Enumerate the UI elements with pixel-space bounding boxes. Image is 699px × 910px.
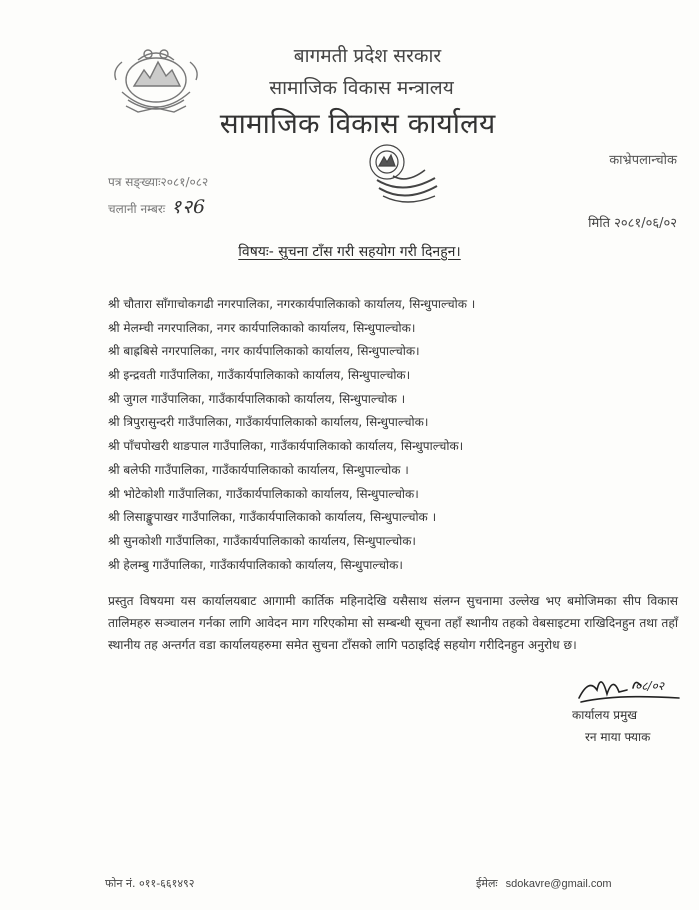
- letter-subject-text: विषयः- सुचना टाँस गरी सहयोग गरी दिनहुन।: [238, 244, 461, 260]
- recipient-item: श्री इन्द्रवती गाउँपालिका, गाउँकार्यपालिकाको कार्यालय, सिन्धुपाल्चोक।: [108, 368, 411, 383]
- footer-email-label: ईमेलः: [476, 877, 498, 890]
- header-province-government: बागमती प्रदेश सरकार: [293, 45, 442, 67]
- recipient-item: श्री जुगल गाउँपालिका, गाउँकार्यपालिकाको कार्यालय, सिन्धुपाल्चोक ।: [108, 391, 406, 406]
- footer-email-address[interactable]: sdokavre@gmail.com: [505, 878, 612, 890]
- header-office-title: सामाजिक विकास कार्यालय: [219, 107, 496, 140]
- dispatch-number-row: [108, 193, 206, 219]
- recipient-item: श्री मेलम्ची नगरपालिका, नगर कार्यपालिकाको कार्यालय, सिन्धुपाल्चोक।: [108, 320, 416, 335]
- recipient-item: श्री बाह्रबिसे नगरपालिका, नगर कार्यपालिकाको कार्यालय, सिन्धुपाल्चोक।: [108, 344, 420, 359]
- handwritten-signature: [575, 668, 685, 708]
- signatory-title: कार्यालय प्रमुख: [572, 708, 638, 722]
- recipient-item: श्री बलेफी गाउँपालिका, गाउँकार्यपालिकाको कार्यालय, सिन्धुपाल्चोक ।: [108, 462, 409, 477]
- recipient-item: श्री पाँचपोखरी थाङपाल गाउँपालिका, गाउँकार्यपालिकाको कार्यालय, सिन्धुपाल्चोक।: [108, 439, 464, 454]
- letter-body-paragraph: प्रस्तुत विषयमा यस कार्यालयबाट आगामी कार्तिक महिनादेखि यसैसाथ संलग्न सुचनामा उल्लेख भए बमोजिमका सीप विकास तालिमहरु सञ्चालन गर्नका लागि आवेदन माग गरिएकोमा सो सम्बन्धी सूचना तहाँ स्थानीय तहको वेबसाइटमा राखिदिनहुन तथा तहाँ स्थानीय तह अन्तर्गत वडा कार्यालयहरुमा समेत सुचना टाँसको लागि पठाइदिई सहयोग गरीदिनहुन अनुरोध छ।: [108, 594, 678, 652]
- header-ministry: सामाजिक विकास मन्त्रालय: [269, 77, 454, 99]
- recipients-list: [108, 293, 475, 577]
- recipient-item: श्री सुनकोशी गाउँपालिका, गाउँकार्यपालिकाको कार्यालय, सिन्धुपाल्चोक।: [108, 533, 416, 548]
- recipient-item: श्री चौतारा साँगाचोकगढी नगरपालिका, नगरकार्यपालिकाको कार्यालय, सिन्धुपाल्चोक ।: [108, 297, 476, 311]
- letter-reference-number: पत्र सङ्ख्याः२०८१/०८२: [108, 175, 209, 189]
- footer-email: [476, 876, 612, 891]
- recipient-item: श्री त्रिपुरासुन्दरी गाउँपालिका, गाउँकार्यपालिकाको कार्यालय, सिन्धुपाल्चोक।: [108, 415, 429, 430]
- letter-subject: [0, 242, 699, 261]
- recipient-item: श्री भोटेकोशी गाउँपालिका, गाउँकार्यपालिकाको कार्यालय, सिन्धुपाल्चोक।: [108, 486, 419, 501]
- dispatch-number-value: १२6: [171, 196, 207, 218]
- dispatch-number-label: चलानी नम्बरः: [108, 202, 166, 216]
- letter-date: मिति २०८१/०६/०२: [588, 216, 677, 231]
- office-seal-stamp: [363, 140, 443, 210]
- recipient-item: श्री हेलम्बु गाउँपालिका, गाउँकार्यपालिकाको कार्यालय, सिन्धुपाल्चोक।: [108, 557, 403, 572]
- signatory-name: रन माया फ्याक: [585, 730, 651, 744]
- recipient-item: श्री लिसाङ्खुपाखर गाउँपालिका, गाउँकार्यपालिकाको कार्यालय, सिन्धुपाल्चोक ।: [108, 510, 437, 525]
- footer-phone: फोन नं. ०११-६६१४९२: [105, 877, 195, 890]
- office-location: काभ्रेपलान्चोक: [609, 153, 677, 168]
- signature-date: ०८/०२: [635, 679, 665, 693]
